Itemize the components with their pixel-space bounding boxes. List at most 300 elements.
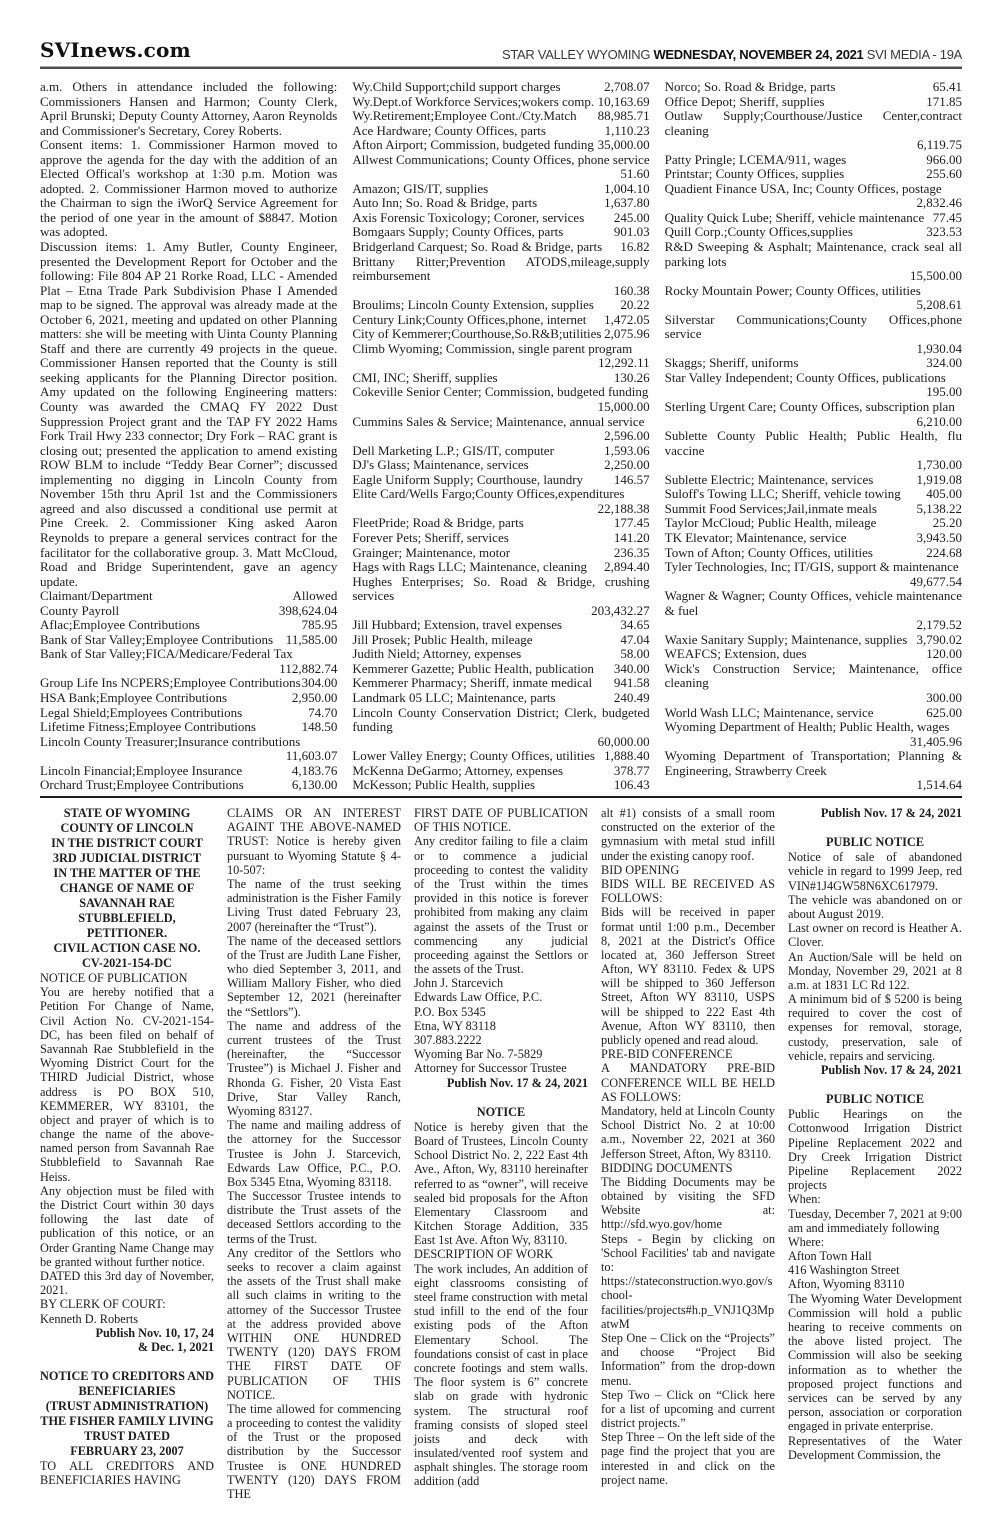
claims-header-claimant: Claimant/Department [40, 588, 153, 604]
claim-row [352, 706, 649, 750]
claim-row [352, 676, 649, 691]
claimant-name: Sublette County Public Health; Public Health, flu vaccine [664, 428, 962, 458]
claimant-name: Town of Afton; County Offices, utilities [664, 544, 873, 560]
notice-block: PUBLIC NOTICE [825, 835, 925, 850]
claim-amount: 5,138.22 [916, 500, 962, 516]
claim-amount: 2,894.40 [604, 559, 650, 575]
claim-amount: 901.03 [613, 224, 650, 240]
claim-amount: 203,432.27 [591, 602, 650, 618]
masthead-rule [40, 66, 962, 69]
claim-amount: 74.70 [308, 704, 338, 720]
claim-row [665, 95, 962, 110]
claim-amount: 60,000.00 [597, 733, 650, 749]
claim-row [352, 749, 649, 764]
claim-row [665, 706, 962, 721]
notice-block: NOTICE TO CREDITORS AND [40, 1369, 214, 1384]
claim-row [352, 531, 649, 546]
masthead-region: STAR VALLEY WYOMING [501, 47, 654, 62]
notice-block: SAVANNAH RAE [79, 896, 175, 910]
notice-block: Attorney for Successor Trustee [414, 1061, 567, 1076]
notice-block: CLAIMS OR AN INTEREST AGAINT THE ABOVE-NAMED TRUST: Notice is hereby given pursuant to Wyoming Statute § 4-10-507: [227, 806, 401, 877]
claimant-name: Kemmerer Pharmacy; Sheriff, inmate medical [352, 675, 593, 691]
claim-amount: 1,919.08 [916, 471, 962, 487]
claim-row [665, 284, 962, 313]
claimant-name: Tyler Technologies, Inc; IT/GIS, support & maintenance [664, 559, 959, 575]
claim-row [40, 706, 337, 721]
notice-block: FEBRUARY 23, 2007 [70, 1444, 184, 1459]
legal-notices-section [40, 806, 962, 1512]
minutes-paragraph: a.m. Others in attendance included the following: Commissioners Hansen and Harmon; County Clerk, April Brunski; Deputy County Attorney, Aaron Reynolds and Commissioner's Secretary, Corey Roberts. [40, 80, 338, 138]
notice-block: TRUST DATED [84, 1429, 170, 1444]
notice-block: CIVIL ACTION CASE NO. [53, 941, 201, 955]
claimant-name: Climb Wyoming; Commission, single parent program [352, 340, 633, 356]
claim-row [352, 255, 649, 299]
notice-column-1 [40, 806, 214, 1512]
claim-row [352, 327, 649, 342]
claim-row [352, 662, 649, 677]
claim-amount: 1,004.10 [604, 180, 650, 196]
notice-column-4 [601, 806, 775, 1512]
notice-block [40, 1354, 214, 1369]
notice-block [788, 820, 962, 835]
claim-amount: 47.04 [620, 631, 650, 647]
notice-block: CV-2021-154-DC [82, 956, 172, 970]
notice-block: PRE-BID CONFERENCE [601, 1047, 733, 1062]
claimant-name: Taylor McCloud; Public Health, mileage [664, 515, 877, 531]
notice-block: Steps - Begin by clicking on 'School Facilities' tab and navigate to: https://stateconstruction.wyo.gov/school-facilities/projects#h.p_VNJ1Q3MpatwM [601, 1231, 775, 1331]
claimant-name: Norco; So. Road & Bridge, parts [664, 80, 836, 94]
claim-row [352, 560, 649, 575]
claim-row [665, 633, 962, 648]
claimant-name: Jill Prosek; Public Health, mileage [352, 631, 533, 647]
notice-block: The name and address of the current trustees of the Trust (hereinafter, the “Successor Trustee”) is Michael J. Fisher and Rhonda G. Fisher, 20 Vista East Drive, Star Valley Ranch, Wyoming 83127. [227, 1018, 401, 1118]
notice-block: IN THE DISTRICT COURT [51, 836, 203, 850]
notice-block: 3RD JUDICIAL DISTRICT [52, 851, 202, 865]
claimant-name: Quality Quick Lube; Sheriff, vehicle maintenance [664, 209, 925, 225]
notice-block: 416 Washington Street [788, 1263, 900, 1278]
claim-row [352, 385, 649, 414]
claim-row [352, 458, 649, 473]
minutes-paragraph: Discussion items: 1. Amy Butler, County Engineer, presented the Development Report for October and the following: File 804 AP 21 Rorke Road, LLC - Amended Plat – Etna Trade Park Subdivision Phase I Amended map to be signed. The approval was already made at the October 6, 2021, meeting and updated on other Planning matters: she will be meeting with Uinta County Planning Staff and there are currently 49 projects in the queue. Commissioner Hansen reported that the County is still seeking applicants for the Planning Director position. Amy updated on the following Engineering matters: County was awarded the CMAQ FY 2022 Dust Suppression Project grant and the TAP FY 2022 Hams Fork Trail Hwy 233 connector; Dry Fork – RAC grant is closing out; presented the application to amend existing ROW BLM to include “Teddy Bear Corner”; discussed implementing no digging in Lincoln County from November 15th thru April 1st and the Commissioners agreed and also discussed a conditional use permit at Pine Creek. 2. Commissioner King asked Aaron Reynolds to prepare a general services contract for the facilitator for the collaborative group. 3. Matt McCloud, Road and Bridge Superintendent, gave an agency update. [40, 239, 338, 589]
notice-block: Edwards Law Office, P.C. [414, 990, 543, 1005]
claim-amount: 1,110.23 [604, 122, 650, 138]
notice-block: BID OPENING [601, 862, 680, 877]
claim-row [352, 487, 649, 516]
notice-block: alt #1) consists of a small room constructed on the exterior of the gymnasium with metal stud infill under the existing canopy roof. [601, 806, 775, 863]
claim-amount: 224.68 [926, 544, 962, 560]
claim-amount: 106.43 [613, 777, 650, 792]
claim-row [665, 240, 962, 284]
notice-block: Wyoming Bar No. 7-5829 [414, 1047, 543, 1062]
claim-amount: 58.00 [620, 646, 650, 662]
claim-row [665, 589, 962, 633]
claimant-name: Lifetime Fitness;Employee Contributions [40, 719, 256, 735]
claim-amount: 146.57 [613, 471, 650, 487]
claimant-name: Wy.Dept.of Workforce Services;wokers comp. [352, 93, 595, 109]
notice-block [788, 1077, 962, 1092]
claimant-name: McKesson; Public Health, supplies [352, 777, 536, 792]
notice-block: Public Hearings on the Cottonwood Irrigation District Pipeline Replacement 2022 and Dry Creek Irrigation District Pipeline Replacement 2022 projects [788, 1107, 962, 1193]
claim-row [352, 225, 649, 240]
claim-amount: 2,832.46 [916, 195, 962, 211]
masthead [40, 38, 962, 62]
claim-row [665, 516, 962, 531]
claimant-name: Afton Airport; Commission, budgeted funding [352, 137, 594, 153]
claimant-name: Wy.Retirement;Employee Cont./Cty.Match [352, 108, 577, 124]
notice-block: Where: [788, 1234, 825, 1249]
claim-row [352, 371, 649, 386]
claim-amount: 6,130.00 [291, 777, 338, 792]
claim-amount: 405.00 [926, 486, 962, 502]
claim-amount: 11,603.07 [285, 748, 338, 764]
section-divider-rule [40, 796, 962, 798]
claim-amount: 1,472.05 [604, 311, 650, 327]
notice-block: The time allowed for commencing a proceeding to contest the validity of the Trust or the proposed distribution by the Successor Trustee is ONE HUNDRED TWENTY (120) DAYS FROM THE [227, 1401, 401, 1501]
notice-block: Publish Nov. 17 & 24, 2021 [820, 806, 962, 820]
claimant-name: Bank of Star Valley;Employee Contributions [40, 631, 274, 647]
claim-amount: 785.95 [301, 617, 338, 633]
claim-amount: 1,888.40 [604, 748, 650, 764]
claims-list-1 [40, 604, 337, 792]
notice-block: Last owner on record is Heather A. Clover. [788, 921, 962, 950]
claimant-name: County Payroll [40, 602, 120, 618]
notice-block: The Successor Trustee intends to distribute the Trust assets of the deceased Settlors according to the terms of the Trust. [227, 1189, 401, 1246]
claimant-name: Lower Valley Energy; County Offices, utilities [352, 748, 595, 764]
notice-block: NOTICE [476, 1104, 526, 1119]
claim-amount: 2,596.00 [604, 428, 650, 444]
notice-block: 307.883.2222 [414, 1033, 482, 1047]
claimant-name: Forever Pets; Sheriff, services [352, 529, 509, 545]
claim-amount: 35,000.00 [597, 137, 650, 153]
claim-row [665, 313, 962, 357]
notice-block: The name of the trust seeking administration is the Fisher Family Living Trust dated February 23, 2007 (hereinafter the “Trust”). [227, 876, 401, 934]
notice-block: BIDS WILL BE RECEIVED AS FOLLOWS: [601, 876, 775, 906]
notice-block: Publish Nov. 17 & 24, 2021 [446, 1075, 588, 1090]
claim-row [352, 80, 649, 95]
claim-row [40, 604, 337, 619]
claim-row [40, 676, 337, 691]
notice-block: Step One – Click on the “Projects” and choose “Project Bid Information” from the drop-down menu. [601, 1330, 775, 1388]
claims-list-3 [665, 80, 962, 792]
claim-amount: 2,075.96 [604, 326, 650, 342]
claimant-name: Auto Inn; So. Road & Bridge, parts [352, 195, 538, 211]
notice-block: Afton, Wyoming 83110 [788, 1277, 905, 1292]
claim-amount: 340.00 [613, 660, 650, 676]
claimant-name: Brittany Ritter;Prevention ATODS,mileage,supply reimbursement [352, 253, 650, 284]
claim-amount: 324.00 [926, 355, 962, 371]
claim-amount: 15,500.00 [909, 268, 962, 284]
claim-row [40, 618, 337, 633]
notice-block: TO ALL CREDITORS AND BENEFICIARIES HAVING [40, 1459, 214, 1488]
claim-amount: 245.00 [613, 209, 650, 225]
claim-amount: 34.65 [620, 617, 650, 633]
claimant-name: Summit Food Services;Jail,inmate meals [664, 500, 877, 516]
notice-block: You are hereby notified that a Petition For Change of Name, Civil Action No. CV-2021-154-DC, has been filed on behalf of Savannah Rae Stubblefield in the Wyoming District Court for the THIRD Judicial District, whose address is PO BOX 510, KEMMERER, WY 83101, the object and prayer of which is to change the name of the above-named person from Savannah Rae Stubblefield to Savannah Rae Heiss. [40, 985, 214, 1184]
claim-amount: 22,188.38 [597, 500, 650, 516]
claim-row [665, 225, 962, 240]
notice-block: Any creditor failing to file a claim or to commence a judicial proceeding to contest the validity of the Trust within the times provided in this notice is forever prohibited from making any claim against the assets of the Trust or commencing any judicial proceeding against the Settlors or the assets of the Trust. [414, 834, 588, 977]
claim-row [665, 546, 962, 561]
claim-row [352, 647, 649, 662]
claimant-name: DJ's Glass; Maintenance, services [352, 457, 529, 473]
claim-row [352, 95, 649, 110]
minutes-column-2 [352, 80, 649, 792]
claimant-name: Kemmerer Gazette; Public Health, publication [352, 660, 594, 676]
claim-amount: 65.41 [932, 80, 962, 94]
claim-row [40, 735, 337, 764]
notice-block: The name and mailing address of the attorney for the Successor Trustee is John J. Starcevich, Edwards Law Office, P.C., P.O. Box 5345 Etna, Wyoming 83118. [227, 1118, 401, 1189]
notice-block: Notice is hereby given that the Board of Trustees, Lincoln County School District No. 2, 222 East 4th Ave., Afton, Wy, 83110 hereinafter referred to as “owner”, will receive sealed bid proposals for the Afton Elementary Classroom and Kitchen Storage Addition, 335 East 1st Ave. Afton Wy, 83110. [414, 1119, 588, 1248]
claimant-name: Lincoln Financial;Employee Insurance [40, 762, 243, 778]
claim-amount: 51.60 [620, 166, 650, 182]
claimant-name: Wyoming Department of Health; Public Health, wages [664, 719, 950, 735]
notice-block: An Auction/Sale will be held on Monday, November 29, 2021 at 8 a.m. at 1831 LC Rd 122. [788, 949, 962, 992]
claimant-name: Outlaw Supply;Courthouse/Justice Center,contract cleaning [664, 108, 962, 138]
claim-row [665, 211, 962, 226]
notice-block: BY CLERK OF COURT: [40, 1297, 166, 1312]
minutes-column-1 [40, 80, 337, 792]
claimant-name: Axis Forensic Toxicology; Coroner, services [352, 209, 585, 225]
notice-block: & Dec. 1, 2021 [137, 1339, 214, 1354]
notice-block: John J. Starcevich [414, 976, 504, 991]
claimant-name: Star Valley Independent; County Offices, publications [664, 369, 946, 385]
claim-amount: 5,208.61 [916, 297, 962, 313]
notice-block: Step Two – Click on “Click here for a list of upcoming and current district projects.” [601, 1387, 775, 1431]
notice-block: Bids will be received in paper format until 1:00 p.m., December 8, 2021 at the District's Office located at, 360 Jefferson Street Afton, WY 83110. Fedex & UPS will be shipped to 360 Jefferson Street, Afton WY 83110, USPS will be shipped to 222 East 4th Avenue, Afton WY 83110, then publicly opened and read aloud. [601, 905, 775, 1047]
masthead-info [502, 47, 962, 62]
claim-row [352, 575, 649, 619]
notice-block: COUNTY OF LINCOLN [60, 821, 194, 835]
claim-amount: 378.77 [613, 762, 650, 778]
claimant-name: Cokeville Senior Center; Commission, budgeted funding [352, 384, 649, 400]
claim-row [40, 720, 337, 735]
claimant-name: Landmark 05 LLC; Maintenance, parts [352, 689, 556, 705]
notice-block: Representatives of the Water Development Commission, the [788, 1433, 962, 1462]
claims-list-2 [352, 80, 649, 792]
claim-row [352, 516, 649, 531]
claim-row [40, 691, 337, 706]
claimant-name: Office Depot; Sheriff, supplies [664, 93, 825, 109]
claim-amount: 255.60 [926, 166, 962, 182]
claimant-name: HSA Bank;Employee Contributions [40, 689, 228, 705]
claim-row [40, 647, 337, 676]
claim-amount: 20.22 [620, 297, 650, 313]
notice-block: PUBLIC NOTICE [825, 1092, 925, 1107]
notice-block: The name of the deceased settlors of the Trust are Judith Lane Fisher, who died September 3, 2011, and William Mallory Fisher, who died September 12, 2021 (hereinafter the “Settlors”). [227, 933, 401, 1019]
claim-row [352, 124, 649, 139]
claim-amount: 1,593.06 [604, 442, 650, 458]
claim-amount: 4,183.76 [291, 762, 338, 778]
claim-row [352, 546, 649, 561]
claimant-name: Ace Hardware; County Offices, parts [352, 122, 546, 138]
notice-block: Mandatory, held at Lincoln County School District No. 2 at 10:00 a.m., November 22, 2021 at 360 Jefferson Street, Afton, Wy 83110. [601, 1103, 775, 1161]
claim-row [352, 778, 649, 792]
claim-amount: 160.38 [613, 282, 650, 298]
claim-amount: 195.00 [926, 384, 962, 400]
claimant-name: Bank of Star Valley;FICA/Medicare/Federal Tax [40, 646, 293, 662]
notice-block: Afton Town Hall [788, 1249, 872, 1264]
claim-amount: 304.00 [301, 675, 338, 691]
claims-table-header [40, 589, 337, 604]
notice-block: Any objection must be filed with the District Court within 30 days following the last date of publication of this notice, or an Order Granting Name Change may be granted without further notice. [40, 1183, 214, 1269]
minutes-paragraphs [40, 80, 337, 589]
claimant-name: Aflac;Employee Contributions [40, 617, 200, 633]
notice-block: STUBBLEFIELD, [78, 911, 176, 925]
notice-block: Notice of sale of abandoned vehicle in regard to 1999 Jeep, red VIN#1J4GW58N6XC617979. [788, 850, 962, 893]
claim-row [665, 502, 962, 517]
notice-block: (TRUST ADMINISTRATION) [45, 1399, 209, 1414]
notice-block: A MANDATORY PRE-BID CONFERENCE WILL BE HELD AS FOLLOWS: [601, 1061, 775, 1104]
claim-amount: 6,119.75 [916, 137, 962, 153]
claim-row [352, 211, 649, 226]
claimant-name: Wyoming Department of Transportation; Planning & Engineering, Strawberry Creek [664, 748, 962, 778]
claim-row [665, 182, 962, 211]
claim-amount: 2,250.00 [604, 457, 650, 473]
claimant-name: Judith Nield; Attorney, expenses [352, 646, 522, 662]
claimant-name: Century Link;County Offices,phone, internet [352, 311, 587, 327]
claim-row [665, 720, 962, 749]
claim-row [665, 749, 962, 792]
notice-column-2 [227, 806, 401, 1512]
notice-block: DESCRIPTION OF WORK [414, 1247, 554, 1262]
claim-amount: 141.20 [613, 529, 650, 545]
claimant-name: Allwest Communications; County Offices, phone service [352, 151, 650, 167]
site-logo: SVInews.com [40, 38, 191, 62]
notice-block: When: [788, 1192, 821, 1207]
claimant-name: Broulims; Lincoln County Extension, supplies [352, 297, 594, 313]
minutes-paragraph: Consent items: 1. Commissioner Harmon moved to approve the agenda for the day with the addition of an Elected Offical's workshop at 1:30 p.m. Motion was adopted. 2. Commissioner Harmon moved to authorize the Chairman to sign the iWorQ Service Agreement for the period of one year in the amount of $8847. Motion was adopted. [40, 137, 338, 240]
claim-amount: 130.26 [613, 369, 650, 385]
claim-row [352, 298, 649, 313]
notice-block: Kenneth D. Roberts [40, 1311, 139, 1326]
claim-row [352, 109, 649, 124]
claimant-name: Group Life Ins NCPERS;Employee Contributions [40, 675, 301, 691]
notice-block: THE FISHER FAMILY LIVING [40, 1414, 214, 1429]
claimant-name: Printstar; County Offices, supplies [664, 166, 845, 182]
claim-amount: 11,585.00 [285, 631, 338, 647]
claimant-name: Patty Pringle; LCEMA/911, wages [664, 151, 847, 167]
claim-row [352, 313, 649, 328]
claim-row [352, 633, 649, 648]
notice-block: DATED this 3rd day of November, 2021. [40, 1268, 214, 1298]
claim-row [352, 342, 649, 371]
claim-amount: 120.00 [926, 646, 962, 662]
notice-block: The Bidding Documents may be obtained by visiting the SFD Website at: http://sfd.wyo.gov/home [601, 1174, 775, 1232]
notice-block: A minimum bid of $ 5200 is being required to cover the cost of expenses for removal, storage, custody, preservation, sale of vehicle, repairs and servicing. [788, 992, 962, 1063]
claimant-name: City of Kemmerer;Courthouse,So.R&B;utilities [352, 326, 602, 342]
claim-amount: 3,943.50 [916, 529, 962, 545]
notice-block: The Wyoming Water Development Commission will hold a public hearing to receive comments on the above listed project. The Commission will also be seeking information as to whether the proposed project functions and services can be served by any person, association or corporation engaged in private enterprise. [788, 1291, 962, 1434]
claim-amount: 49,677.54 [909, 573, 962, 589]
claim-amount: 240.49 [613, 689, 650, 705]
claimant-name: Amazon; GIS/IT, supplies [352, 180, 489, 196]
notice-block: Tuesday, December 7, 2021 at 9:00 am and immediately following [788, 1206, 962, 1235]
claim-amount: 6,210.00 [916, 413, 962, 429]
claimant-name: Dell Marketing L.P.; GIS/IT, computer [352, 442, 554, 458]
claim-amount: 2,708.07 [604, 80, 650, 94]
claim-amount: 323.53 [926, 224, 962, 240]
notice-block: Publish Nov. 17 & 24, 2021 [820, 1063, 962, 1077]
claim-amount: 25.20 [932, 515, 962, 531]
claim-amount: 966.00 [926, 151, 962, 167]
notice-block: Publish Nov. 10, 17, 24 [95, 1325, 214, 1340]
claim-row [352, 415, 649, 444]
notice-column-5 [788, 806, 962, 1512]
claim-amount: 300.00 [926, 689, 962, 705]
claim-row [665, 80, 962, 95]
claimant-name: Eagle Uniform Supply; Courthouse, laundry [352, 471, 584, 487]
claimant-name: Sterling Urgent Care; County Offices, subscription plan [664, 399, 955, 415]
claim-amount: 10,163.69 [597, 93, 650, 109]
claim-amount: 1,514.64 [916, 777, 962, 792]
claimant-name: Quadient Finance USA, Inc; County Offices, postage [664, 180, 942, 196]
notice-block: Any creditor of the Settlors who seeks to recover a claim against the assets of the Trust shall make all such claims in writing to the attorney of the Successor Trustee at the address provided above WITHIN ONE HUNDRED TWENTY (120) DAYS FROM THE FIRST DATE OF PUBLICATION OF THIS NOTICE. [227, 1245, 401, 1402]
claimant-name: Bridgerland Carquest; So. Road & Bridge, parts [352, 239, 603, 255]
claimant-name: McKenna DeGarmo; Attorney, expenses [352, 762, 564, 778]
masthead-date: WEDNESDAY, NOVEMBER 24, 2021 [653, 47, 864, 62]
claimant-name: CMI, INC; Sheriff, supplies [352, 369, 498, 385]
claim-amount: 1,730.00 [916, 457, 962, 473]
claimant-name: Sublette Electric; Maintenance, services [664, 471, 874, 487]
claim-amount: 1,930.04 [916, 340, 962, 356]
claimant-name: Wagner & Wagner; County Offices, vehicle maintenance & fuel [664, 588, 962, 618]
claim-amount: 625.00 [926, 704, 962, 720]
notice-block: Step Three – On the left side of the page find the project that you are interested in and click on the project name. [601, 1430, 775, 1487]
claim-row [352, 618, 649, 633]
claim-amount: 1,637.80 [604, 195, 650, 211]
claim-row [665, 560, 962, 589]
claimant-name: Elite Card/Wells Fargo;County Offices,expenditures [352, 486, 625, 502]
claim-amount: 2,950.00 [291, 689, 338, 705]
claimant-name: FleetPride; Road & Bridge, parts [352, 515, 524, 531]
claim-amount: 941.58 [613, 675, 650, 691]
claim-row [665, 400, 962, 429]
claim-row [665, 662, 962, 706]
claim-amount: 398,624.04 [278, 602, 338, 618]
claim-row [352, 240, 649, 255]
claimant-name: TK Elevator; Maintenance, service [664, 529, 847, 545]
claim-row [352, 691, 649, 706]
claimant-name: WEAFCS; Extension, dues [664, 646, 807, 662]
commission-minutes-section [40, 80, 962, 792]
claimant-name: Wick's Construction Service; Maintenance, office cleaning [664, 660, 962, 691]
notice-block: BIDDING DOCUMENTS [601, 1160, 733, 1175]
claim-row [352, 153, 649, 182]
claimant-name: World Wash LLC; Maintenance, service [664, 704, 874, 720]
claim-amount: 12,292.11 [598, 355, 650, 371]
claim-row [665, 167, 962, 182]
notice-block: CHANGE OF NAME OF [59, 881, 195, 895]
masthead-edition: SVI MEDIA - 19A [863, 47, 962, 62]
claim-row [665, 473, 962, 488]
notice-block: BENEFICIARIES [78, 1384, 176, 1399]
claim-row [665, 371, 962, 400]
claim-amount: 16.82 [620, 239, 650, 255]
claimant-name: Rocky Mountain Power; County Offices, utilities [664, 282, 921, 298]
notice-block: FIRST DATE OF PUBLICATION OF THIS NOTICE. [414, 806, 588, 835]
notice-block: P.O. Box 5345 [414, 1004, 486, 1019]
claimant-name: Orchard Trust;Employee Contributions [40, 777, 244, 792]
claimant-name: Hughes Enterprises; So. Road & Bridge, crushing services [352, 573, 650, 604]
claim-amount: 2,179.52 [916, 617, 962, 633]
claim-row [40, 778, 337, 792]
claimant-name: Quill Corp.;County Offices,supplies [664, 224, 853, 240]
claim-row [352, 473, 649, 488]
claimant-name: Grainger; Maintenance, motor [352, 544, 511, 560]
claim-row [665, 487, 962, 502]
claimant-name: Cummins Sales & Service; Maintenance, annual service [352, 413, 645, 429]
claimant-name: Silverstar Communications;County Offices,phone service [664, 311, 962, 342]
